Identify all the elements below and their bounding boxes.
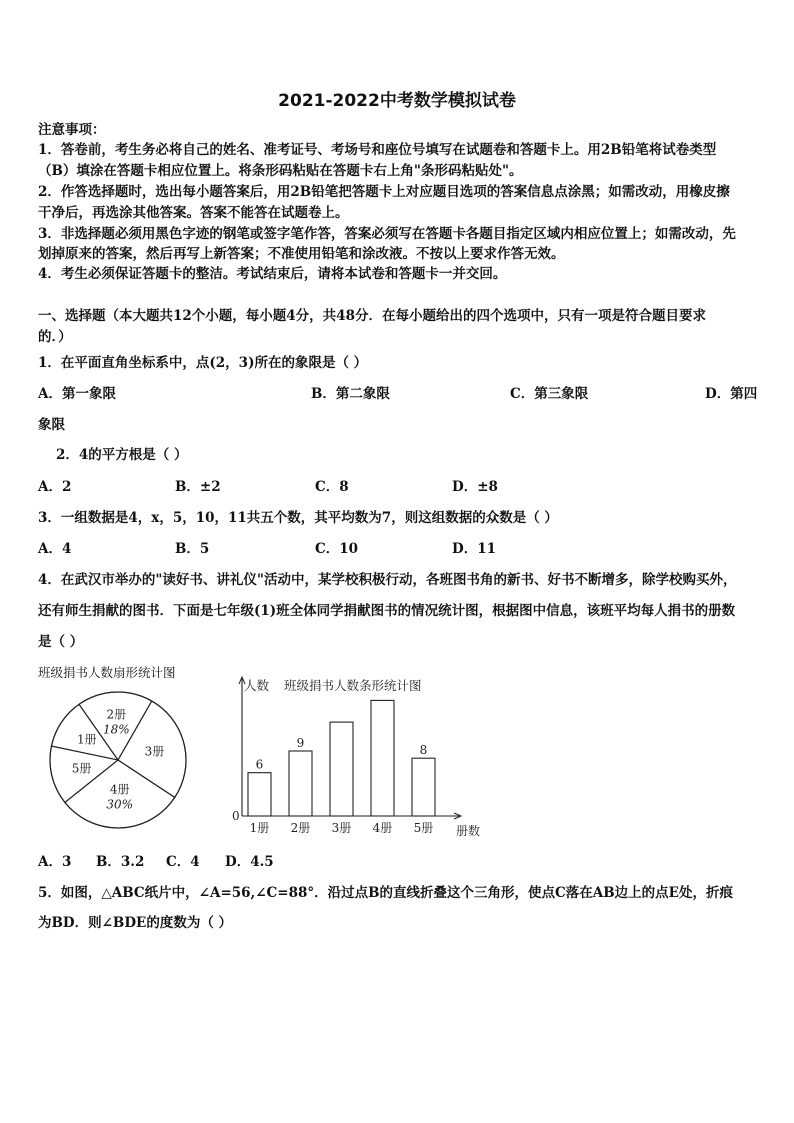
pie-slice-label: 1册 — [76, 732, 97, 747]
pie-slice-percent: 30% — [106, 797, 134, 812]
q3-options — [38, 539, 760, 559]
bar-data-label: 9 — [296, 736, 305, 750]
q1-options — [38, 384, 760, 404]
q3-option-c: C．10 — [315, 541, 359, 557]
q1-option-c: C．第三象限 — [510, 386, 589, 402]
q4-stem-line: 4．在武汉市举办的"读好书、讲礼仪"活动中，某学校积极行动，各班图书角的新书、好书不断增多，除学校购买外， — [38, 572, 737, 588]
notice-line: （B）填涂在答题卡相应位置上。将条形码粘贴在答题卡右上角"条形码粘贴处"。 — [38, 163, 523, 179]
q2-stem: 2．4的平方根是（ ） — [56, 447, 188, 463]
bar-1 — [248, 773, 271, 816]
x-tick-label: 5册 — [413, 821, 434, 835]
pie-slice-percent: 18% — [102, 722, 130, 737]
bar-5 — [412, 758, 435, 816]
x-axis-label: 册数 — [456, 824, 481, 838]
q1-option-d-wrap: 象限 — [38, 417, 65, 433]
bar-data-label: 6 — [255, 757, 264, 772]
q3-option-b: B．5 — [175, 541, 210, 557]
pie-slice-label: 5册 — [71, 761, 92, 776]
q4-stem-line: 还有师生捐献的图书．下面是七年级(1)班全体同学捐献图书的情况统计图，根据图中信息，该班平均每人捐书的册数 — [38, 603, 736, 619]
bar-chart — [228, 672, 498, 842]
q4-stem-line: 是（ ） — [38, 634, 84, 650]
q2-option-d: D．±8 — [452, 479, 498, 495]
bar-2 — [289, 751, 312, 816]
bar-data-label: 8 — [419, 743, 428, 758]
section-heading: 的．） — [38, 329, 72, 345]
q4-option-d: D．4.5 — [225, 854, 274, 870]
q4-option-b: B．3.2 — [96, 854, 145, 870]
notice-line: 2．作答选择题时，选出每小题答案后，用2B铅笔把答题卡上对应题目选项的答案信息点涂黑；如需改动，用橡皮擦 — [38, 184, 730, 200]
pie-slice-label: 3册 — [144, 744, 165, 759]
origin-label: 0 — [232, 809, 240, 823]
x-tick-label: 4册 — [372, 821, 393, 835]
bar-3 — [330, 722, 353, 816]
q1-option-a: A．第一象限 — [38, 386, 116, 402]
q2-options — [38, 477, 760, 497]
q1-option-d: D．第四 — [705, 386, 758, 402]
q4-option-a: A．3 — [38, 854, 72, 870]
notice-line: 划掉原来的答案，然后再写上新答案；不准使用铅笔和涂改液。不按以上要求作答无效。 — [38, 246, 565, 262]
bar-chart-title: 班级捐书人数条形统计图 — [284, 678, 422, 693]
x-tick-label: 2册 — [290, 821, 311, 835]
pie-chart — [40, 682, 200, 832]
q4-option-c: C．4 — [166, 854, 200, 870]
q1-stem: 1．在平面直角坐标系中，点(2，3)所在的象限是（ ） — [38, 355, 368, 371]
x-tick-label: 1册 — [249, 821, 270, 835]
q3-option-a: A．4 — [38, 541, 72, 557]
notice-line: 1．答卷前，考生务必将自己的姓名、准考证号、考场号和座位号填写在试题卷和答题卡上。用2B铅笔将试卷类型 — [38, 142, 717, 158]
notice-line: 4．考生必须保证答题卡的整洁。考试结束后，请将本试卷和答题卡一并交回。 — [38, 266, 507, 282]
notice-heading: 注意事项： — [38, 122, 106, 138]
q3-option-d: D．11 — [452, 541, 496, 557]
page-title: 2021-2022中考数学模拟试卷 — [278, 91, 516, 111]
q4-options — [38, 852, 760, 872]
q2-option-c: C．8 — [315, 479, 349, 495]
pie-slice-label: 4册 — [109, 782, 130, 797]
pie-slice-label: 2册 — [106, 707, 127, 722]
y-axis-label: 人数 — [244, 678, 270, 693]
q1-option-b: B．第二象限 — [311, 386, 390, 402]
x-tick-label: 3册 — [331, 821, 352, 835]
pie-chart-title: 班级捐书人数扇形统计图 — [38, 665, 176, 680]
section-heading: 一、选择题（本大题共12个小题，每小题4分，共48分．在每小题给出的四个选项中，只有一项是符合题目要求 — [38, 308, 706, 324]
notice-line: 干净后，再选涂其他答案。答案不能答在试题卷上。 — [38, 205, 349, 221]
q3-stem: 3．一组数据是4，x，5，10，11共五个数，其平均数为7，则这组数据的众数是（ ） — [38, 510, 558, 526]
notice-line: 3．非选择题必须用黑色字迹的钢笔或签字笔作答，答案必须写在答题卡各题目指定区域内相应位置上；如需改动，先 — [38, 226, 736, 242]
q5-stem-line: 为BD．则∠BDE的度数为（ ） — [38, 915, 233, 931]
q5-stem-line: 5．如图，△ABC纸片中，∠A=56,∠C=88°．沿过点B的直线折叠这个三角形，使点C落在AB边上的点E处，折痕 — [38, 885, 733, 901]
q2-option-b: B．±2 — [175, 479, 221, 495]
bar-4 — [371, 700, 394, 816]
q2-option-a: A．2 — [38, 479, 72, 495]
